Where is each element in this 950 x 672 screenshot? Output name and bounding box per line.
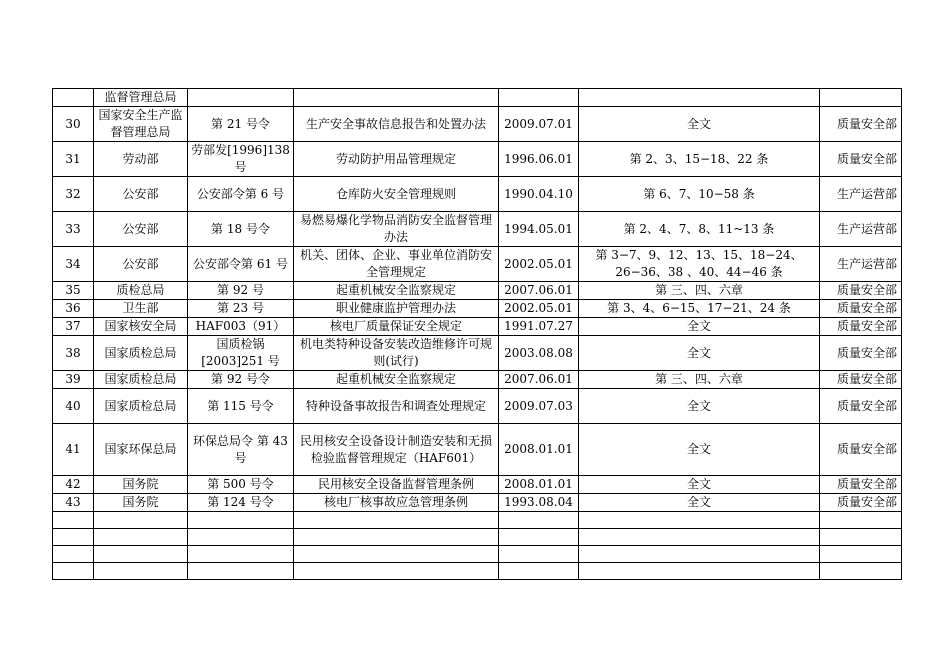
row-number-cell: 38 bbox=[53, 336, 94, 371]
document-number-cell: 第 92 号 bbox=[188, 282, 294, 300]
issuing-department-cell: 国家安全生产监督管理总局 bbox=[94, 107, 188, 142]
row-number-cell: 39 bbox=[53, 371, 94, 389]
issuing-department-cell: 卫生部 bbox=[94, 300, 188, 318]
issuing-department-cell: 国家质检总局 bbox=[94, 371, 188, 389]
applicable-clauses-cell bbox=[579, 546, 820, 563]
row-number-cell: 35 bbox=[53, 282, 94, 300]
row-number-cell bbox=[53, 563, 94, 580]
applicable-clauses-cell: 全文 bbox=[579, 476, 820, 494]
responsible-department-cell: 质量安全部 bbox=[820, 424, 902, 476]
applicable-clauses-cell bbox=[579, 512, 820, 529]
regulations-table bbox=[52, 88, 902, 580]
effective-date-cell bbox=[499, 563, 579, 580]
row-number-cell: 36 bbox=[53, 300, 94, 318]
effective-date-cell: 2009.07.01 bbox=[499, 107, 579, 142]
document-number-cell bbox=[188, 512, 294, 529]
effective-date-cell: 2009.07.03 bbox=[499, 389, 579, 424]
issuing-department-cell: 公安部 bbox=[94, 212, 188, 247]
effective-date-cell: 2008.01.01 bbox=[499, 476, 579, 494]
row-number-cell: 32 bbox=[53, 177, 94, 212]
responsible-department-cell bbox=[820, 563, 902, 580]
effective-date-cell: 2002.05.01 bbox=[499, 300, 579, 318]
row-number-cell: 37 bbox=[53, 318, 94, 336]
table-row bbox=[53, 89, 902, 107]
document-number-cell: 第 500 号令 bbox=[188, 476, 294, 494]
applicable-clauses-cell bbox=[579, 529, 820, 546]
issuing-department-cell: 劳动部 bbox=[94, 142, 188, 177]
issuing-department-cell: 国务院 bbox=[94, 494, 188, 512]
responsible-department-cell: 生产运营部 bbox=[820, 212, 902, 247]
effective-date-cell: 1996.06.01 bbox=[499, 142, 579, 177]
responsible-department-cell: 生产运营部 bbox=[820, 177, 902, 212]
table-row bbox=[53, 107, 902, 142]
applicable-clauses-cell: 第 2、3、15−18、22 条 bbox=[579, 142, 820, 177]
table-row bbox=[53, 300, 902, 318]
regulation-title-cell bbox=[294, 512, 499, 529]
row-number-cell: 33 bbox=[53, 212, 94, 247]
effective-date-cell: 1994.05.01 bbox=[499, 212, 579, 247]
regulation-title-cell: 机关、团体、企业、事业单位消防安全管理规定 bbox=[294, 247, 499, 282]
table-row bbox=[53, 494, 902, 512]
table-row bbox=[53, 318, 902, 336]
applicable-clauses-cell: 全文 bbox=[579, 336, 820, 371]
document-number-cell: 第 92 号令 bbox=[188, 371, 294, 389]
regulation-title-cell bbox=[294, 563, 499, 580]
responsible-department-cell bbox=[820, 546, 902, 563]
document-number-cell: 第 124 号令 bbox=[188, 494, 294, 512]
row-number-cell: 34 bbox=[53, 247, 94, 282]
applicable-clauses-cell bbox=[579, 563, 820, 580]
responsible-department-cell: 质量安全部 bbox=[820, 389, 902, 424]
responsible-department-cell: 质量安全部 bbox=[820, 300, 902, 318]
applicable-clauses-cell: 全文 bbox=[579, 494, 820, 512]
effective-date-cell bbox=[499, 512, 579, 529]
applicable-clauses-cell: 全文 bbox=[579, 389, 820, 424]
issuing-department-cell: 质检总局 bbox=[94, 282, 188, 300]
regulation-title-cell bbox=[294, 546, 499, 563]
regulation-title-cell: 起重机械安全监察规定 bbox=[294, 371, 499, 389]
issuing-department-cell: 公安部 bbox=[94, 247, 188, 282]
table-row bbox=[53, 142, 902, 177]
responsible-department-cell: 质量安全部 bbox=[820, 476, 902, 494]
effective-date-cell: 2008.01.01 bbox=[499, 424, 579, 476]
issuing-department-cell: 国家核安全局 bbox=[94, 318, 188, 336]
issuing-department-cell: 国务院 bbox=[94, 476, 188, 494]
applicable-clauses-cell: 第 6、7、10−58 条 bbox=[579, 177, 820, 212]
regulation-title-cell bbox=[294, 529, 499, 546]
row-number-cell: 31 bbox=[53, 142, 94, 177]
regulations-table-body bbox=[53, 89, 902, 580]
table-row bbox=[53, 529, 902, 546]
responsible-department-cell: 生产运营部 bbox=[820, 247, 902, 282]
issuing-department-cell bbox=[94, 529, 188, 546]
row-number-cell bbox=[53, 546, 94, 563]
document-number-cell bbox=[188, 89, 294, 107]
responsible-department-cell bbox=[820, 512, 902, 529]
effective-date-cell bbox=[499, 546, 579, 563]
responsible-department-cell bbox=[820, 89, 902, 107]
effective-date-cell bbox=[499, 89, 579, 107]
regulation-title-cell: 劳动防护用品管理规定 bbox=[294, 142, 499, 177]
effective-date-cell bbox=[499, 529, 579, 546]
table-row bbox=[53, 546, 902, 563]
regulation-title-cell bbox=[294, 89, 499, 107]
regulation-title-cell: 核电厂核事故应急管理条例 bbox=[294, 494, 499, 512]
row-number-cell: 41 bbox=[53, 424, 94, 476]
table-row bbox=[53, 212, 902, 247]
row-number-cell bbox=[53, 512, 94, 529]
table-row bbox=[53, 371, 902, 389]
document-number-cell bbox=[188, 563, 294, 580]
regulation-title-cell: 民用核安全设备设计制造安装和无损检验监督管理规定（HAF601） bbox=[294, 424, 499, 476]
table-row bbox=[53, 336, 902, 371]
regulation-title-cell: 起重机械安全监察规定 bbox=[294, 282, 499, 300]
document-number-cell: 公安部令第 61 号 bbox=[188, 247, 294, 282]
applicable-clauses-cell: 第 3、4、6−15、17−21、24 条 bbox=[579, 300, 820, 318]
issuing-department-cell: 国家环保总局 bbox=[94, 424, 188, 476]
regulation-title-cell: 职业健康监护管理办法 bbox=[294, 300, 499, 318]
regulation-title-cell: 特种设备事故报告和调查处理规定 bbox=[294, 389, 499, 424]
row-number-cell: 40 bbox=[53, 389, 94, 424]
issuing-department-cell bbox=[94, 563, 188, 580]
row-number-cell: 30 bbox=[53, 107, 94, 142]
applicable-clauses-cell: 全文 bbox=[579, 107, 820, 142]
row-number-cell bbox=[53, 89, 94, 107]
document-number-cell: 第 21 号令 bbox=[188, 107, 294, 142]
row-number-cell bbox=[53, 529, 94, 546]
table-row bbox=[53, 476, 902, 494]
document-number-cell: 第 115 号令 bbox=[188, 389, 294, 424]
regulation-title-cell: 易燃易爆化学物品消防安全监督管理办法 bbox=[294, 212, 499, 247]
applicable-clauses-cell: 第 三、四、六章 bbox=[579, 282, 820, 300]
responsible-department-cell bbox=[820, 529, 902, 546]
applicable-clauses-cell: 全文 bbox=[579, 318, 820, 336]
effective-date-cell: 1993.08.04 bbox=[499, 494, 579, 512]
issuing-department-cell: 国家质检总局 bbox=[94, 389, 188, 424]
effective-date-cell: 2003.08.08 bbox=[499, 336, 579, 371]
applicable-clauses-cell: 第 2、4、7、8、11~13 条 bbox=[579, 212, 820, 247]
effective-date-cell: 1990.04.10 bbox=[499, 177, 579, 212]
table-row bbox=[53, 247, 902, 282]
issuing-department-cell: 公安部 bbox=[94, 177, 188, 212]
document-number-cell: 第 18 号令 bbox=[188, 212, 294, 247]
responsible-department-cell: 质量安全部 bbox=[820, 142, 902, 177]
issuing-department-cell: 国家质检总局 bbox=[94, 336, 188, 371]
responsible-department-cell: 质量安全部 bbox=[820, 371, 902, 389]
document-number-cell: HAF003（91） bbox=[188, 318, 294, 336]
responsible-department-cell: 质量安全部 bbox=[820, 336, 902, 371]
issuing-department-cell bbox=[94, 512, 188, 529]
responsible-department-cell: 质量安全部 bbox=[820, 318, 902, 336]
document-number-cell: 劳部发[1996]138 号 bbox=[188, 142, 294, 177]
regulation-title-cell: 机电类特种设备安装改造维修许可规则(试行) bbox=[294, 336, 499, 371]
responsible-department-cell: 质量安全部 bbox=[820, 494, 902, 512]
applicable-clauses-cell: 第 3−7、9、12、13、15、18−24、26−36、38 、40、44−46 条 bbox=[579, 247, 820, 282]
effective-date-cell: 2007.06.01 bbox=[499, 282, 579, 300]
table-row bbox=[53, 389, 902, 424]
regulation-title-cell: 仓库防火安全管理规则 bbox=[294, 177, 499, 212]
effective-date-cell: 2007.06.01 bbox=[499, 371, 579, 389]
applicable-clauses-cell: 第 三、四、六章 bbox=[579, 371, 820, 389]
effective-date-cell: 1991.07.27 bbox=[499, 318, 579, 336]
table-row bbox=[53, 512, 902, 529]
document-number-cell: 公安部令第 6 号 bbox=[188, 177, 294, 212]
responsible-department-cell: 质量安全部 bbox=[820, 107, 902, 142]
regulation-title-cell: 生产安全事故信息报告和处置办法 bbox=[294, 107, 499, 142]
table-row bbox=[53, 177, 902, 212]
document-number-cell: 国质检锅[2003]251 号 bbox=[188, 336, 294, 371]
document-number-cell bbox=[188, 529, 294, 546]
document-number-cell: 第 23 号 bbox=[188, 300, 294, 318]
issuing-department-cell: 监督管理总局 bbox=[94, 89, 188, 107]
table-row bbox=[53, 563, 902, 580]
document-number-cell bbox=[188, 546, 294, 563]
table-row bbox=[53, 282, 902, 300]
table-row bbox=[53, 424, 902, 476]
regulation-title-cell: 民用核安全设备监督管理条例 bbox=[294, 476, 499, 494]
row-number-cell: 42 bbox=[53, 476, 94, 494]
document-number-cell: 环保总局令 第 43 号 bbox=[188, 424, 294, 476]
effective-date-cell: 2002.05.01 bbox=[499, 247, 579, 282]
applicable-clauses-cell bbox=[579, 89, 820, 107]
applicable-clauses-cell: 全文 bbox=[579, 424, 820, 476]
issuing-department-cell bbox=[94, 546, 188, 563]
regulation-title-cell: 核电厂质量保证安全规定 bbox=[294, 318, 499, 336]
row-number-cell: 43 bbox=[53, 494, 94, 512]
responsible-department-cell: 质量安全部 bbox=[820, 282, 902, 300]
